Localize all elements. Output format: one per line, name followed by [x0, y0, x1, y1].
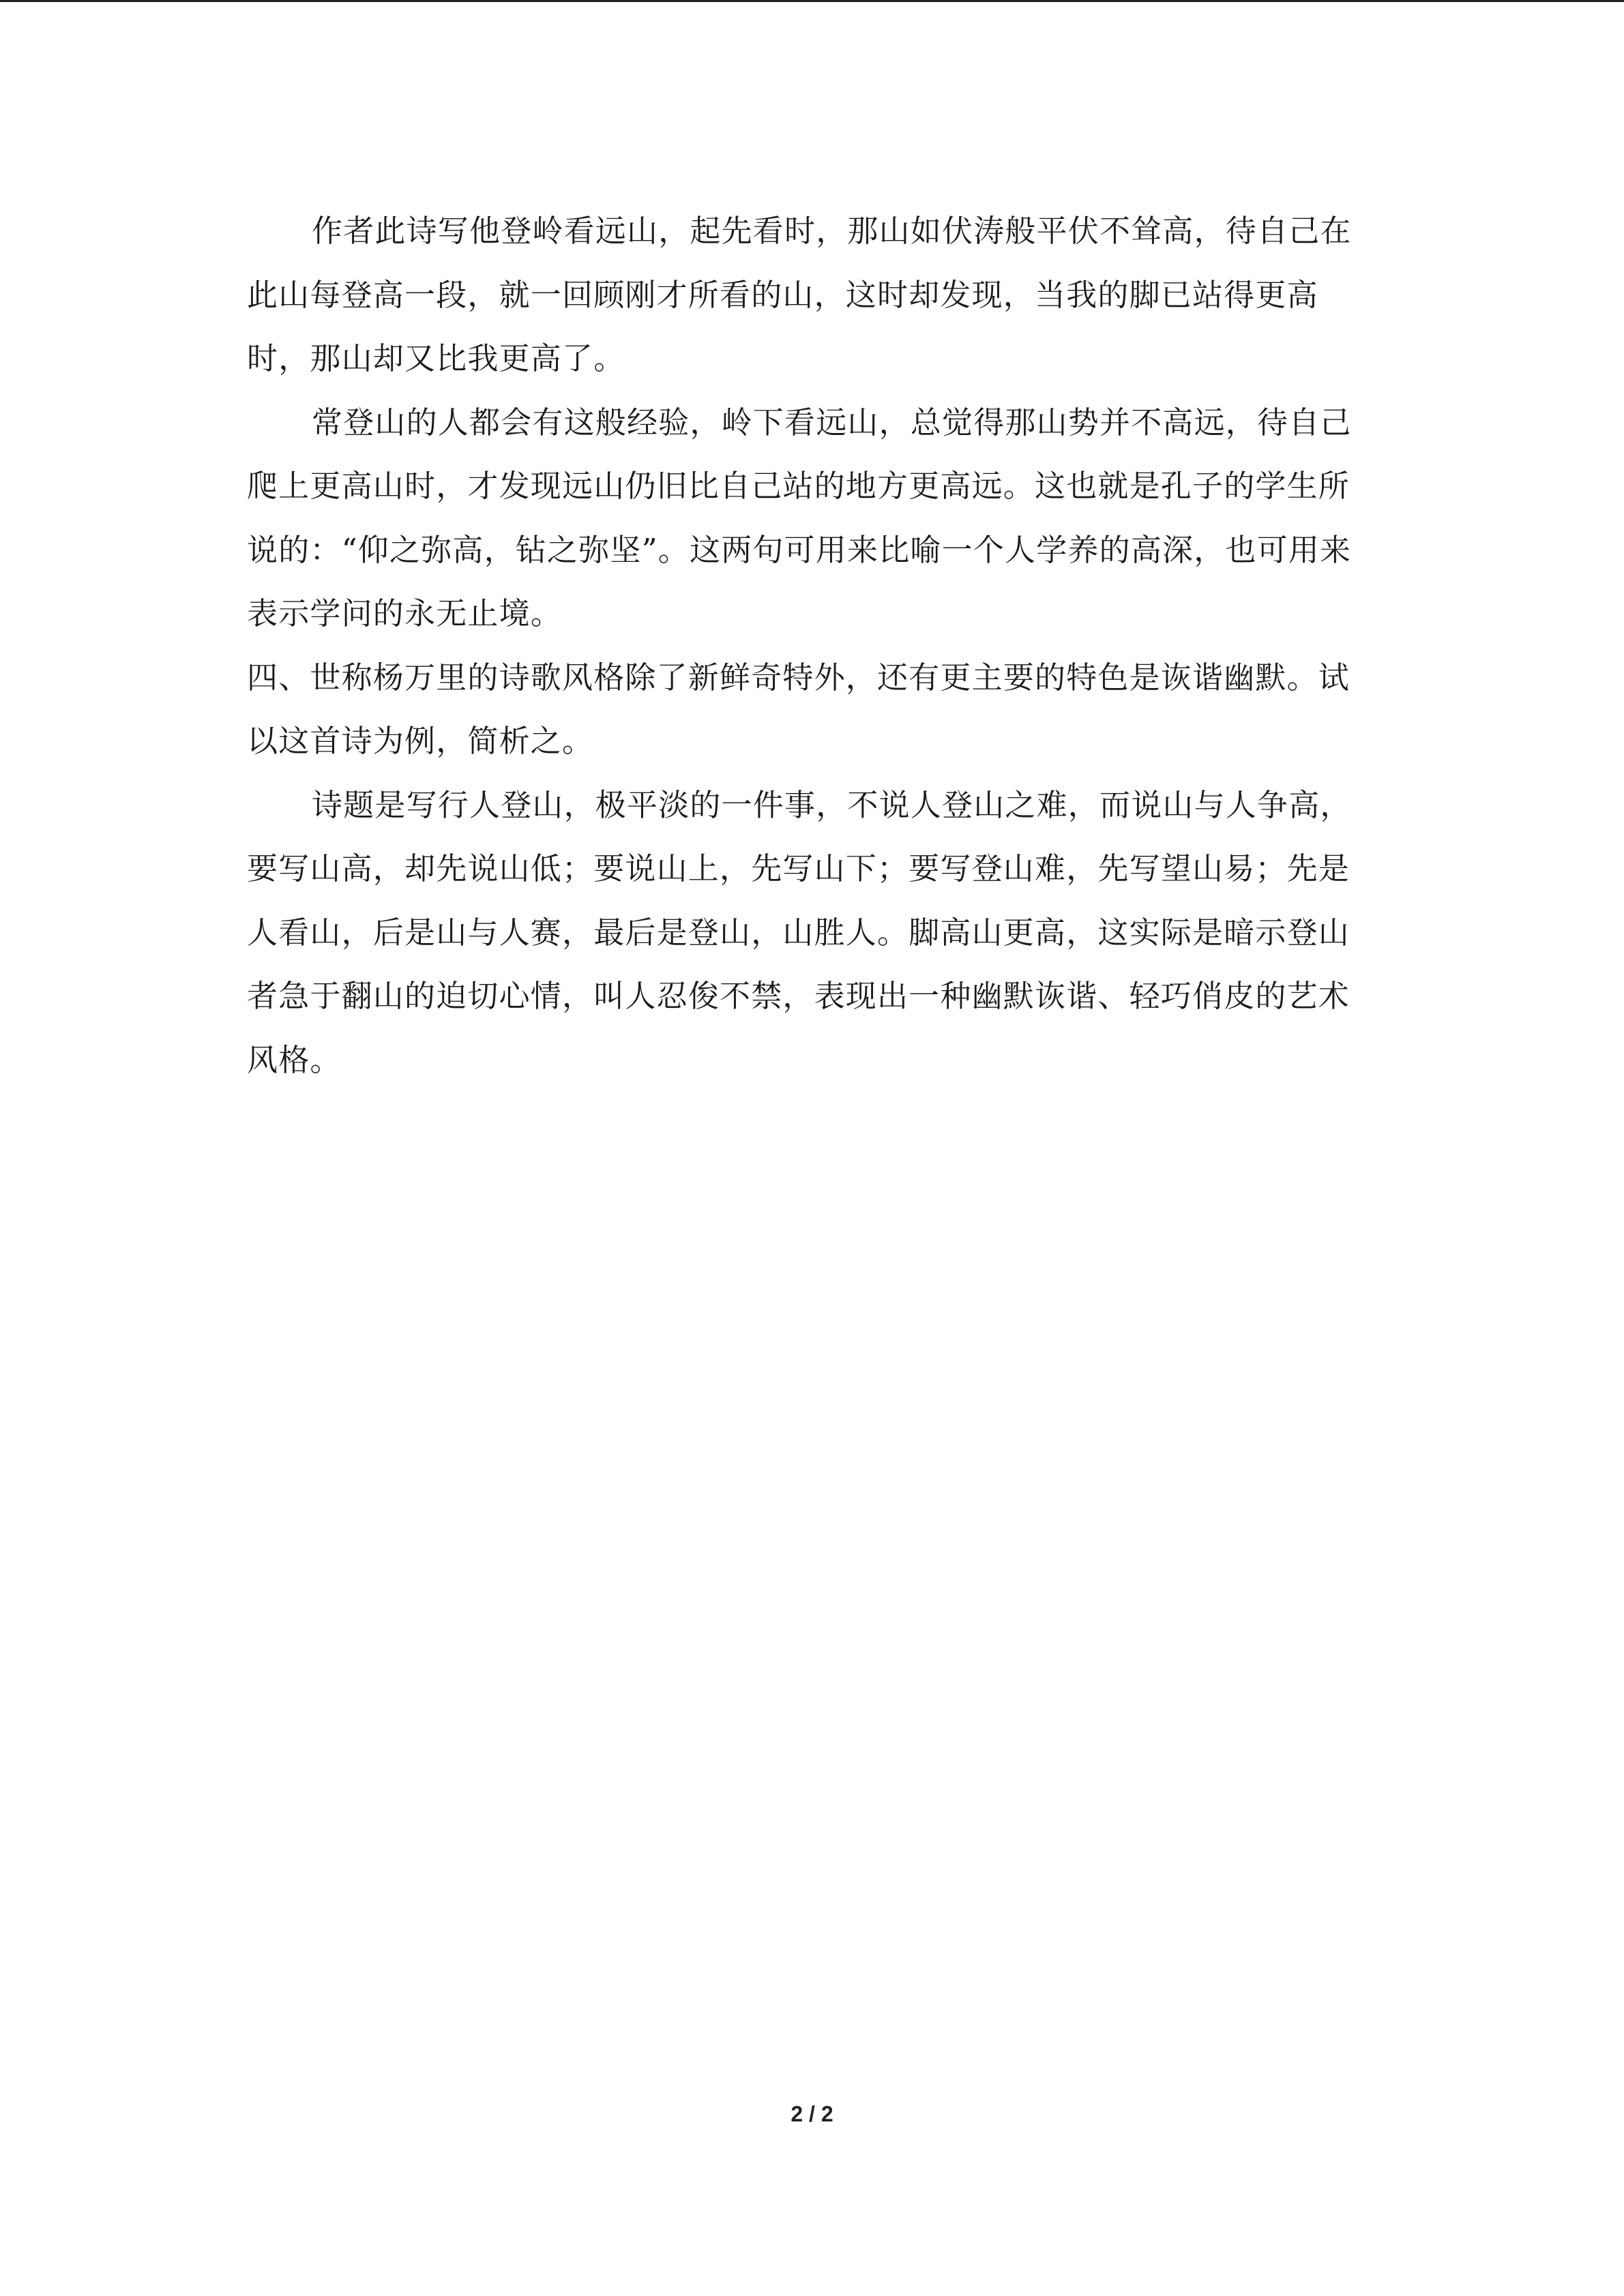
page-number: 2 / 2: [791, 2102, 833, 2126]
paragraph-poem-explanation: 作者此诗写他登岭看远山，起先看时，那山如伏涛般平伏不耸高，待自己在此山每登高一段，就一回顾刚才所看的山，这时却发现，当我的脚已站得更高时，那山却又比我更高了。: [247, 213, 1352, 376]
question-four: 四、世称杨万里的诗歌风格除了新鲜奇特外，还有更主要的特色是诙谐幽默。试以这首诗为例，简析之。: [247, 659, 1350, 759]
page-top-border: [0, 0, 1624, 2]
document-body: [247, 199, 1379, 1092]
paragraph-climbing-experience: 常登山的人都会有这般经验，岭下看远山，总觉得那山势并不高远，待自己爬上更高山时，才发现远山仍旧比自己站的地方更高远。这也就是孔子的学生所说的：“仰之弥高，钻之弥坚”。这两句可用来比喻一个人学养的高深，也可用来表示学问的永无止境。: [247, 404, 1352, 631]
paragraph-answer-style: 诗题是写行人登山，极平淡的一件事，不说人登山之难，而说山与人争高，要写山高，却先说山低；要说山上，先写山下；要写登山难，先写望山易；先是人看山，后是山与人赛，最后是登山，山胜人。脚高山更高，这实际是暗示登山者急于翻山的迫切心情，叫人忍俊不禁，表现出一种幽默诙谐、轻巧俏皮的艺术风格。: [247, 786, 1352, 1078]
